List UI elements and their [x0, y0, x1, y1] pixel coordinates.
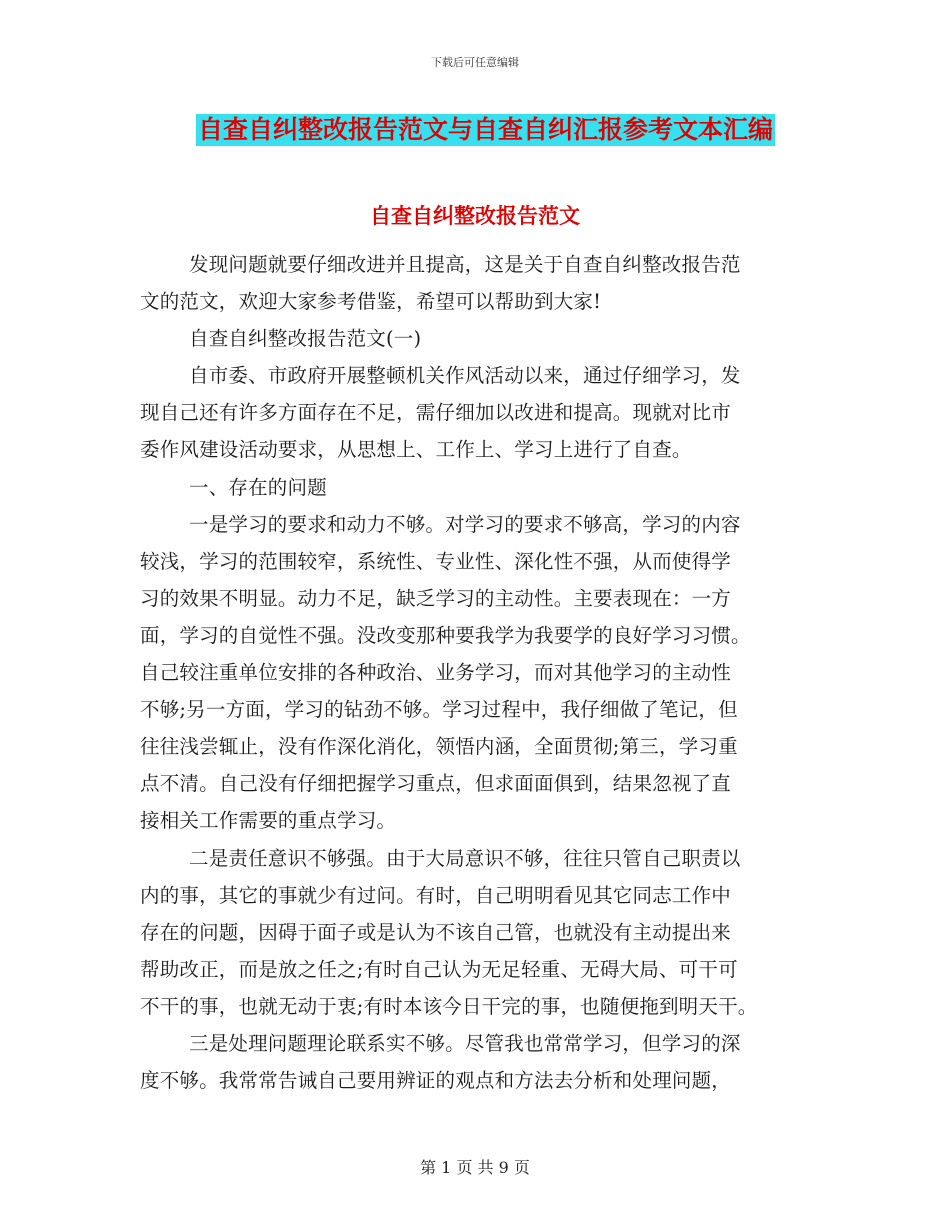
document-body [140, 246, 810, 1099]
body-text-line: 内的事，其它的事就少有过问。有时，自己明明看见其它同志工作中 [140, 883, 732, 907]
body-text-line: 面，学习的自觉性不强。没改变那种要我学为我要学的良好学习习惯。 [140, 623, 751, 647]
body-text-line: 二是责任意识不够强。由于大局意识不够，往往只管自己职责以 [189, 846, 741, 870]
body-text-line: 习的效果不明显。动力不足，缺乏学习的主动性。主要表现在：一方 [140, 586, 732, 610]
body-text-line: 委作风建设活动要求，从思想上、工作上、学习上进行了自查。 [140, 438, 692, 462]
body-text-line: 发现问题就要仔细改进并且提高，这是关于自查自纠整改报告范 [189, 253, 741, 276]
body-text-line: 存在的问题，因碍于面子或是认为不该自己管，也就没有主动提出来 [140, 920, 732, 944]
body-text-line: 三是处理问题理论联系实不够。尽管我也常常学习，但学习的深 [189, 1031, 741, 1055]
body-text-line: 不干的事，也就无动于衷;有时本该今日干完的事，也随便拖到明天干。 [140, 994, 758, 1018]
document-main-title: 自查自纠整改报告范文与自查自纠汇报参考文本汇编 [198, 115, 774, 144]
body-text-line: 自查自纠整改报告范文(一) [189, 327, 422, 351]
body-text-line: 接相关工作需要的重点学习。 [140, 809, 397, 833]
body-text-line: 现自己还有许多方面存在不足，需仔细加以改进和提高。现就对比市 [140, 401, 732, 425]
page-footer: 第 1 页 共 9 页 [420, 1158, 530, 1177]
body-text-line: 自己较注重单位安排的各种政治、业务学习，而对其他学习的主动性 [140, 661, 732, 685]
body-text-line: 较浅，学习的范围较窄，系统性、专业性、深化性不强，从而使得学 [140, 549, 732, 573]
body-text-line: 点不清。自己没有仔细把握学习重点，但求面面俱到，结果忽视了直 [140, 772, 732, 796]
document-subtitle: 自查自纠整改报告范文 [370, 204, 580, 228]
header-note: 下载后可任意编辑 [431, 56, 519, 69]
body-text-line: 往往浅尝辄止，没有作深化消化，领悟内涵，全面贯彻;第三，学习重 [140, 735, 738, 759]
body-text-line: 帮助改正，而是放之任之;有时自己认为无足轻重、无碍大局、可干可 [140, 957, 738, 981]
body-text-line: 文的范文，欢迎大家参考借鉴，希望可以帮助到大家! [140, 290, 602, 314]
body-text-line: 一是学习的要求和动力不够。对学习的要求不够高，学习的内容 [189, 512, 741, 536]
body-text-line: 一、存在的问题 [189, 475, 327, 499]
body-text-line: 自市委、市政府开展整顿机关作风活动以来，通过仔细学习，发 [189, 364, 741, 388]
body-text-line: 度不够。我常常告诫自己要用辨证的观点和方法去分析和处理问题， [140, 1069, 732, 1093]
body-text-line: 不够;另一方面，学习的钻劲不够。学习过程中，我仔细做了笔记，但 [140, 698, 738, 722]
